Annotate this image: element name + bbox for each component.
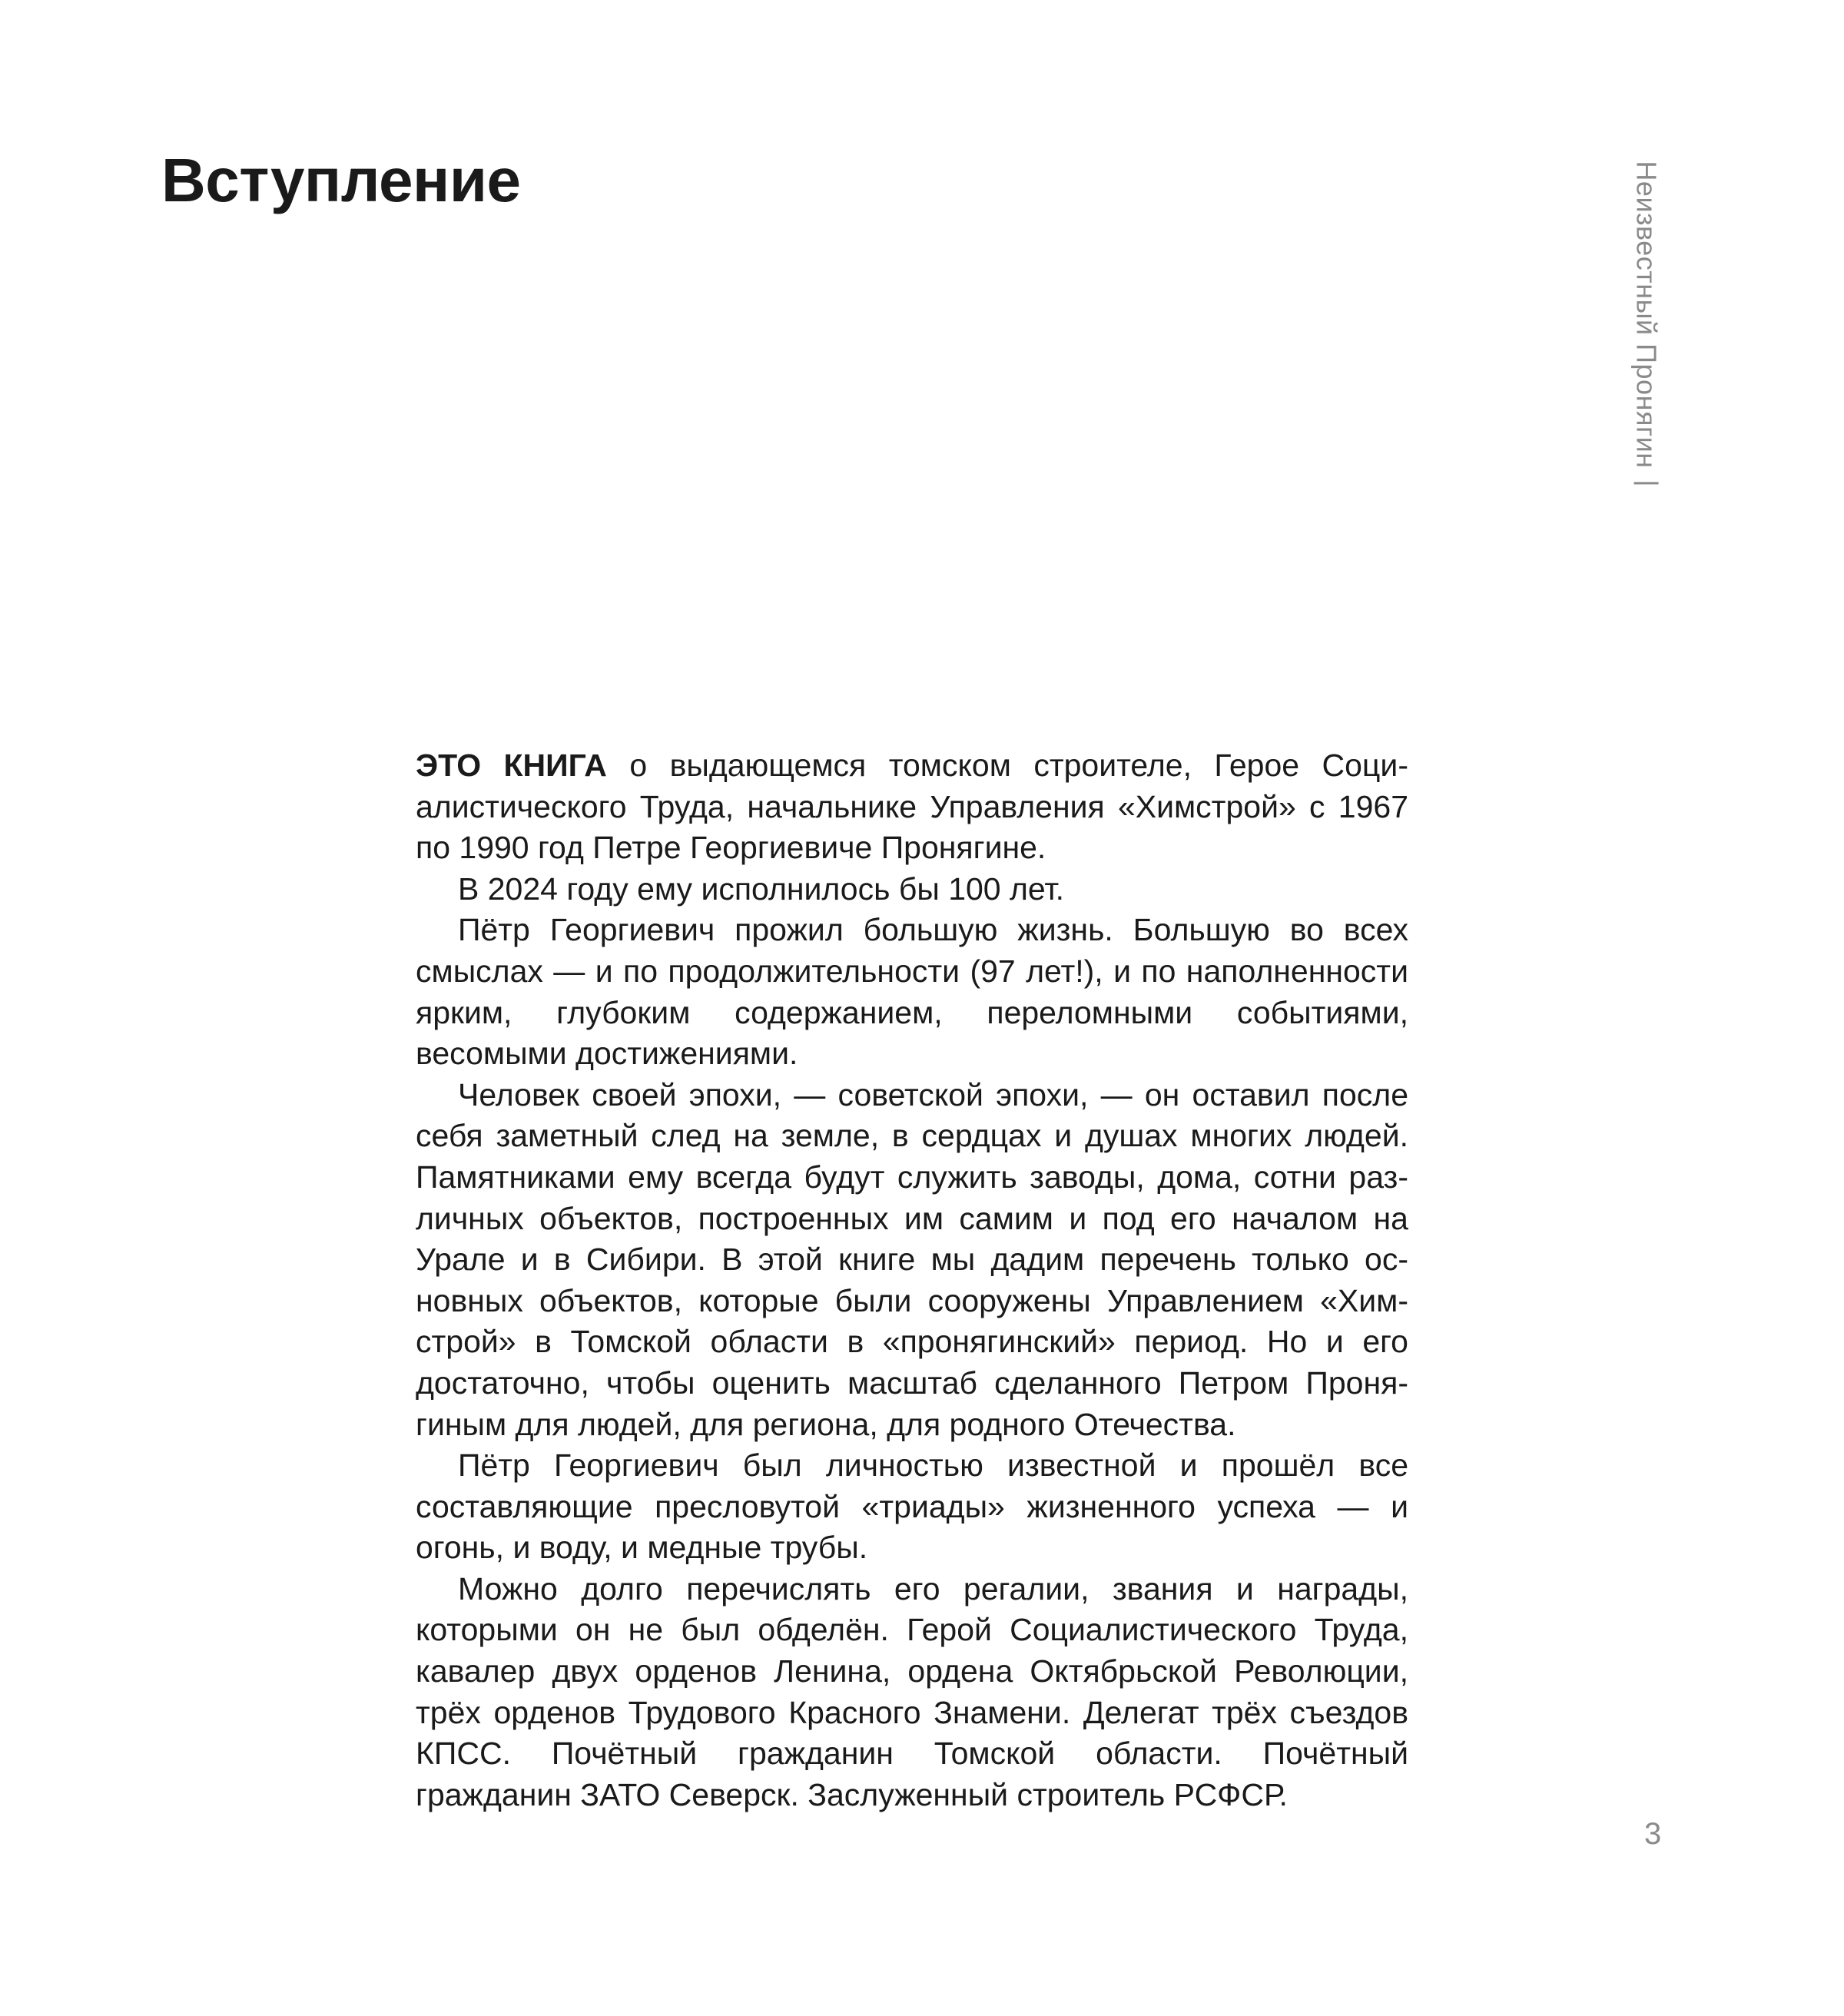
paragraph-6: Можно долго перечислять его регалии, звания и награды, которыми он не был обделён. Герой Социалистического Труда, кавалер двух орденов Ленина, ордена Октябрьской Революции, трёх орденов Трудового Красного Знамени. Делегат трёх съездов КПСС. Почётный гражданин Томской области. Почётный гражданин ЗАТО Северск. Заслуженный строитель РСФСР. bbox=[416, 1570, 1408, 1812]
page-title: Вступление bbox=[161, 146, 521, 214]
paragraph-5: Пётр Георгиевич был личностью известной и прошёл все составляющие пресловутой «триады» жизненного успеха — и огонь, и воду, и медные трубы. bbox=[416, 1447, 1408, 1566]
body-text bbox=[416, 745, 1408, 1815]
paragraph-3: Пётр Георгиевич прожил большую жизнь. Большую во всех смыслах — и по продолжительности (97 лет!), и по наполненности ярким, глубоким содержанием, переломными событиями, весомыми достижениями. bbox=[416, 912, 1408, 1072]
paragraph-1 bbox=[416, 745, 1408, 869]
paragraph-2: В 2024 году ему исполнилось бы 100 лет. bbox=[458, 870, 1064, 907]
running-head-divider bbox=[1634, 482, 1659, 485]
paragraph-4: Человек своей эпохи, — советской эпохи, — он оставил после себя заметный след на земле, в сердцах и душах многих людей. Памятниками ему всегда будут служить заводы, дома, сотни различных объектов, построенных им самим и под его началом на Урале и в Сибири. В этой книге мы дадим перечень только основных объектов, которые были сооружены Управлением «Химстрой» в Томской области в «пронягинский» период. Но и его достаточно, чтобы оценить масштаб сделанного Петром Пронягиным для людей, для региона, для родного Отечества. bbox=[416, 1076, 1408, 1442]
running-head-text: Неизвестный Пронягин bbox=[1631, 161, 1663, 469]
lead-in: ЭТО КНИГА bbox=[416, 748, 607, 783]
page-number: 3 bbox=[1644, 1817, 1662, 1851]
running-head bbox=[1623, 161, 1670, 480]
paragraph-1-text: о выдающемся томском строителе, Герое Социалистического Труда, начальнике Управления «Химстрой» с 1967 по 1990 год Петре Георгиевиче Пронягине. bbox=[416, 748, 1408, 866]
